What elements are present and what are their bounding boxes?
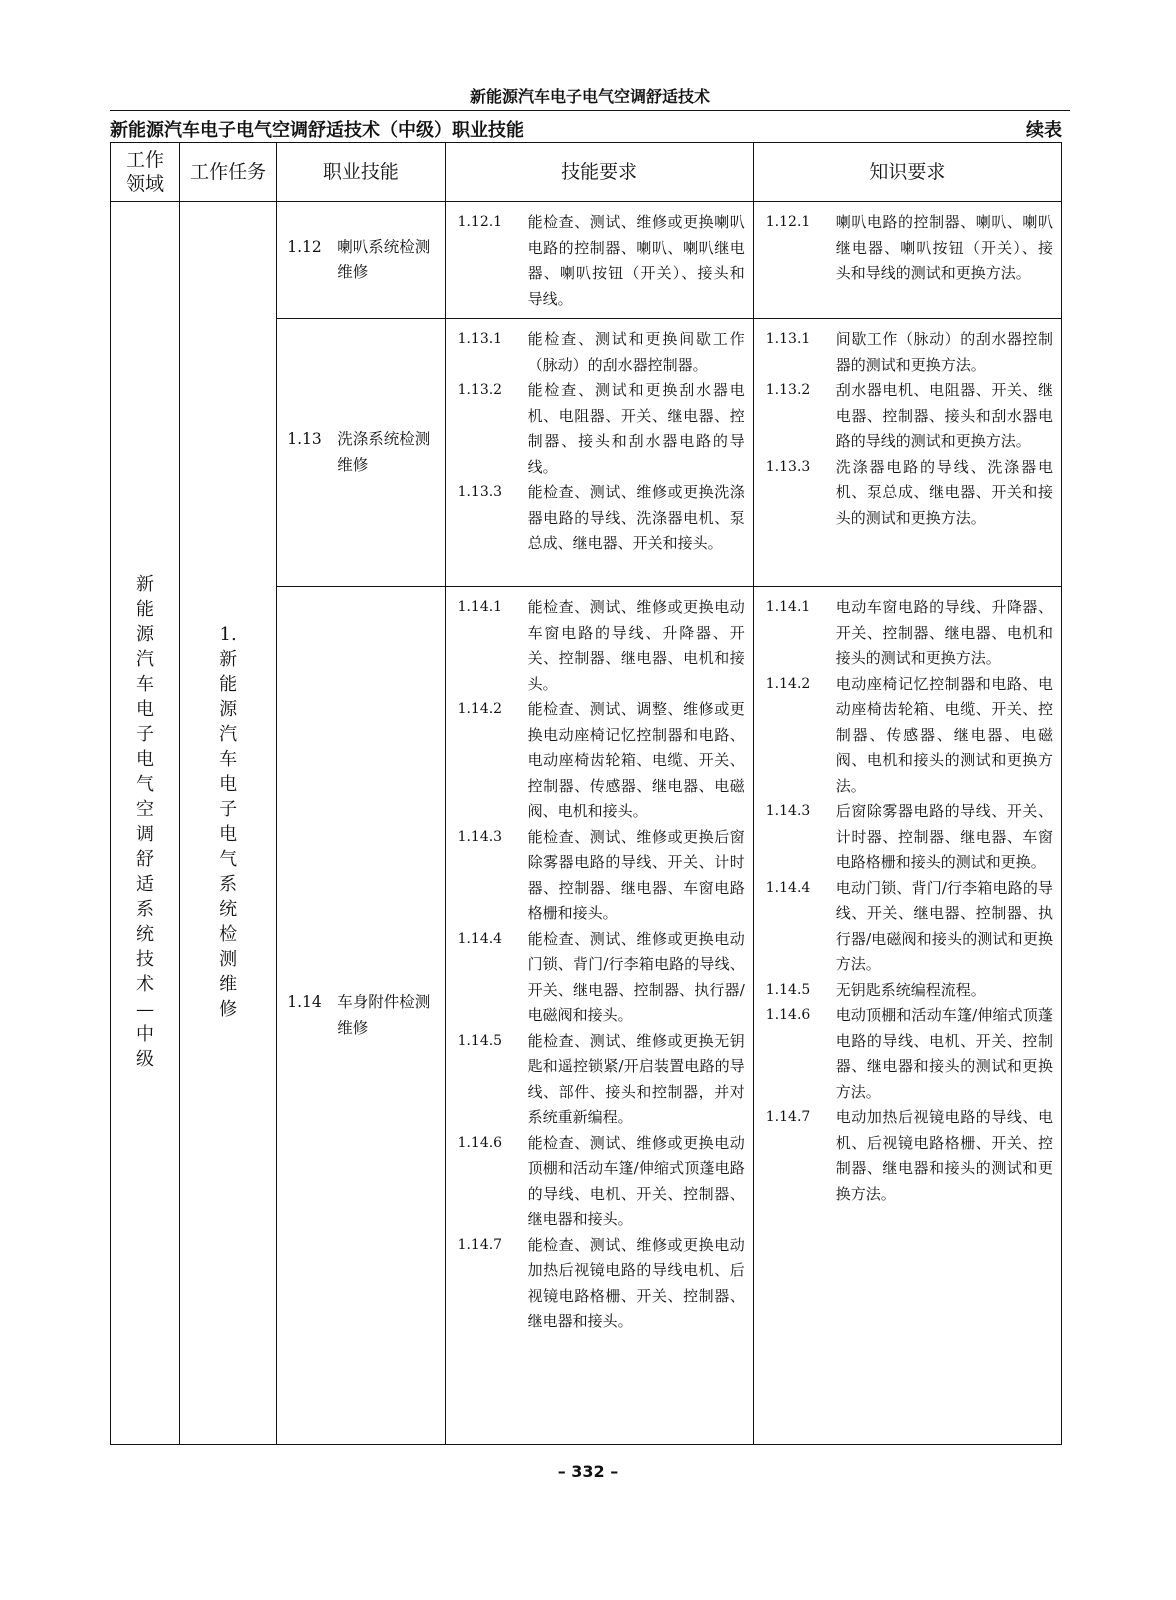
requirement-text: 能检查、测试和更换间歇工作（脉动）的刮水器控制器。 — [527, 330, 745, 374]
col-header-skill-req: 技能要求 — [445, 143, 753, 202]
work-domain-text: 新能源汽车电子电气空调舒适系统技术—中级 — [135, 574, 154, 1071]
skills-table — [110, 142, 1062, 1445]
knowledge-requirement-item — [766, 876, 1053, 978]
requirement-code: 1.14.4 — [765, 879, 811, 896]
knowledge-requirements-cell — [753, 587, 1061, 1445]
continued-label: 续表 — [1026, 120, 1062, 141]
requirement-text: 能检查、测试、维修或更换喇叭电路的控制器、喇叭、喇叭继电器、喇叭按钮（开关）、接头和导线。 — [527, 213, 745, 308]
requirement-text: 能检查、测试、维修或更换后窗除雾器电路的导线、开关、计时器、控制器、继电器、车窗电路格栅和接头。 — [527, 827, 745, 922]
skill-requirement-item — [458, 1233, 745, 1335]
requirement-code: 1.13.2 — [765, 382, 811, 398]
requirement-code: 1.13.3 — [765, 458, 811, 475]
requirement-code: 1.14.6 — [765, 1007, 811, 1023]
running-header: 新能源汽车电子电气空调舒适技术 — [469, 87, 710, 106]
knowledge-requirements-cell — [753, 202, 1061, 319]
skill-requirement-item — [458, 825, 745, 927]
knowledge-requirement-item — [766, 799, 1053, 876]
knowledge-requirement-item — [766, 672, 1053, 800]
table-header-row — [111, 143, 1062, 202]
requirement-code: 1.14.7 — [457, 1236, 503, 1253]
knowledge-requirements-cell — [753, 319, 1061, 587]
knowledge-requirement-item — [766, 455, 1053, 532]
requirement-code: 1.14.7 — [765, 1109, 811, 1125]
requirement-text: 能检查、测试、维修或更换电动车窗电路的导线、升降器、开关、控制器、继电器、电机和接头。 — [527, 598, 745, 693]
requirement-text: 能检查、测试、维修或更换电动门锁、背门/行李箱电路的导线、开关、继电器、控制器、执行器/电磁阀和接头。 — [527, 929, 745, 1024]
knowledge-requirement-item — [766, 1003, 1053, 1105]
skill-code: 1.14 — [287, 993, 322, 1011]
knowledge-requirement-item — [766, 1105, 1053, 1207]
table-row — [111, 202, 1062, 319]
requirement-text: 能检查、测试、维修或更换电动顶棚和活动车篷/伸缩式顶蓬电路的导线、电机、开关、控制器、继电器和接头。 — [527, 1133, 745, 1228]
requirement-code: 1.14.1 — [765, 599, 811, 615]
requirement-code: 1.14.2 — [765, 675, 811, 692]
work-domain-cell — [111, 202, 180, 1445]
skill-requirement-item — [458, 378, 745, 480]
col-header-domain: 工作领域 — [111, 143, 180, 202]
knowledge-requirement-item — [766, 595, 1053, 672]
requirement-text: 电动座椅记忆控制器和电路、电动座椅齿轮箱、电缆、开关、控制器、传感器、继电器、电磁阀、电机和接头的测试和更换方法。 — [835, 674, 1053, 795]
requirement-text: 能检查、测试、维修或更换无钥匙和遥控锁紧/开启装置电路的导线、部件、接头和控制器，并对系统重新编程。 — [527, 1031, 745, 1126]
requirement-text: 电动加热后视镜电路的导线、电机、后视镜电路格栅、开关、控制器、继电器和接头的测试和更换方法。 — [835, 1108, 1053, 1203]
requirement-code: 1.13.1 — [765, 331, 811, 347]
skill-name: 车身附件检测维修 — [337, 993, 431, 1037]
requirement-text: 刮水器电机、电阻器、开关、继电器、控制器、接头和刮水器电路的导线的测试和更换方法。 — [835, 381, 1053, 450]
requirement-text: 后窗除雾器电路的导线、开关、计时器、控制器、继电器、车窗电路格栅和接头的测试和更换。 — [835, 802, 1053, 871]
skill-requirements-cell — [445, 319, 753, 587]
requirement-code: 1.14.1 — [457, 599, 503, 615]
knowledge-requirement-item — [766, 210, 1053, 287]
header-rule — [110, 110, 1070, 111]
skill-name: 洗涤系统检测维修 — [337, 430, 431, 474]
skill-requirement-item — [458, 697, 745, 825]
requirement-code: 1.14.5 — [457, 1032, 503, 1049]
col-header-skill: 职业技能 — [277, 143, 445, 202]
requirement-code: 1.12.1 — [457, 214, 503, 230]
skill-name: 喇叭系统检测维修 — [337, 237, 431, 281]
skill-requirements-cell — [445, 202, 753, 319]
requirement-text: 无钥匙系统编程流程。 — [835, 980, 986, 999]
skill-requirement-item — [458, 927, 745, 1029]
work-task-text: 1.新能源汽车电子电气系统检测维修 — [219, 624, 238, 1021]
requirement-code: 1.14.2 — [457, 701, 503, 717]
col-header-knowledge-req: 知识要求 — [753, 143, 1061, 202]
requirement-text: 电动门锁、背门/行李箱电路的导线、开关、继电器、控制器、执行器/电磁阀和接头的测试和更换方法。 — [835, 878, 1053, 973]
work-task-cell — [179, 202, 276, 1445]
skill-code: 1.13 — [287, 430, 322, 448]
table-title: 新能源汽车电子电气空调舒适技术（中级）职业技能 — [110, 120, 524, 141]
requirement-code: 1.13.3 — [457, 484, 503, 500]
knowledge-requirement-item — [766, 327, 1053, 378]
requirement-text: 电动顶棚和活动车篷/伸缩式顶蓬电路的导线、电机、开关、控制器、继电器和接头的测试和更换方法。 — [835, 1006, 1053, 1101]
requirement-code: 1.14.5 — [765, 981, 811, 998]
requirement-code: 1.13.2 — [457, 382, 503, 398]
requirement-text: 喇叭电路的控制器、喇叭、喇叭继电器、喇叭按钮（开关）、接头和导线的测试和更换方法。 — [835, 213, 1053, 282]
requirement-text: 洗涤器电路的导线、洗涤器电机、泵总成、继电器、开关和接头的测试和更换方法。 — [835, 457, 1053, 527]
skill-requirements-cell — [445, 587, 753, 1445]
skill-requirement-item — [458, 480, 745, 557]
col-header-task: 工作任务 — [179, 143, 276, 202]
skill-code: 1.12 — [287, 237, 322, 256]
skill-requirement-item — [458, 210, 745, 312]
requirement-code: 1.14.6 — [457, 1134, 503, 1151]
page-number: – 332 – — [557, 1462, 619, 1481]
requirement-text: 电动车窗电路的导线、升降器、开关、控制器、继电器、电机和接头的测试和更换方法。 — [835, 598, 1053, 667]
requirement-text: 能检查、测试、调整、维修或更换电动座椅记忆控制器和电路、电动座椅齿轮箱、电缆、开关、控制器、传感器、继电器、电磁阀、电机和接头。 — [527, 700, 745, 820]
requirement-text: 能检查、测试、维修或更换电动加热后视镜电路的导线电机、后视镜电路格栅、开关、控制器、继电器和接头。 — [527, 1235, 745, 1330]
skill-requirement-item — [458, 327, 745, 378]
requirement-text: 能检查、测试和更换刮水器电机、电阻器、开关、继电器、控制器、接头和刮水器电路的导线。 — [527, 381, 745, 476]
skill-cell — [277, 202, 445, 319]
skill-cell — [277, 319, 445, 587]
requirement-text: 间歇工作（脉动）的刮水器控制器的测试和更换方法。 — [835, 330, 1053, 374]
skill-requirement-item — [458, 1131, 745, 1233]
requirement-code: 1.14.4 — [457, 930, 503, 947]
skill-requirement-item — [458, 595, 745, 697]
skill-cell — [277, 587, 445, 1445]
knowledge-requirement-item — [766, 378, 1053, 455]
requirement-code: 1.13.1 — [457, 331, 503, 347]
requirement-text: 能检查、测试、维修或更换洗涤器电路的导线、洗涤器电机、泵总成、继电器、开关和接头。 — [527, 483, 745, 552]
skill-requirement-item — [458, 1029, 745, 1131]
requirement-code: 1.14.3 — [457, 828, 503, 845]
requirement-code: 1.12.1 — [765, 214, 811, 230]
requirement-code: 1.14.3 — [765, 803, 811, 819]
knowledge-requirement-item — [766, 978, 1053, 1004]
